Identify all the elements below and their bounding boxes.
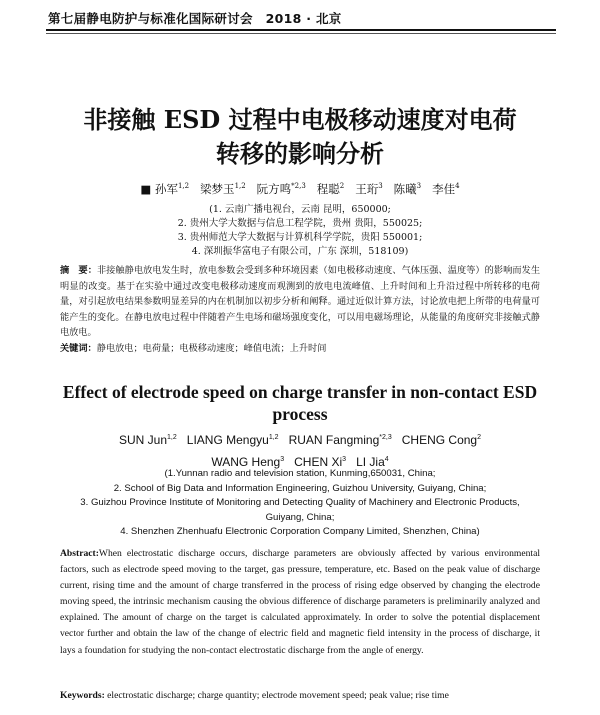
en-affiliation: 3. Guizhou Province Institute of Monitoring and Detecting Quality of Machinery and Electronic Products,	[80, 497, 520, 508]
cn-keywords-label: 关键词：	[60, 343, 97, 354]
en-author: WANG Heng$^3$	[211, 455, 285, 469]
cn-affiliation: 4. 深圳振华富电子有限公司，广东 深圳，518109)	[191, 246, 409, 257]
en-abstract-text: When electrostatic discharge occurs, discharge parameters are obviously affected by various environmental factors, such as electrode speed moving to the target, gas pressure, temperature, etc. Based on the peak value of discharge current, rising time and the amount of charge transferred in the process of rising edge observed by changing the electrode moving speed, the intrinsic mechanism causing the obvious difference of discharge parameters is preliminarily analyzed and explained. The amount of charge on the target is calculated approximately. In order to solve the potential displacement vector further and obtain the law of the change of electric field and magnetic field intensity in the process of discharge, it lays a foundation for studying the non-contact electrostatic discharge from the angle of energy.	[60, 548, 540, 656]
en-affiliation: 2. School of Big Data and Information Engineering, Guizhou University, Guiyang, China;	[113, 482, 487, 494]
cn-title-line-1: 非接触 ESD 过程中电极移动速度对电荷	[83, 105, 517, 134]
en-affiliation: 4. Shenzhen Zhenhuafu Electronic Corporation Company Limited, Shenzhen, China)	[120, 526, 480, 537]
cn-abstract-label: 摘 要：	[60, 265, 97, 276]
en-authors	[60, 428, 540, 472]
en-abstract	[60, 546, 540, 659]
en-authors-line-1	[60, 428, 540, 450]
author-marker: ■	[140, 182, 155, 196]
cn-author: 陈曦$^3$	[393, 182, 422, 196]
cn-author: 王珩$^3$	[355, 182, 383, 196]
cn-author: 阮方鸣$^{*2,3}$	[256, 182, 306, 196]
cn-affiliation: 3. 贵州师范大学大数据与计算机科学学院，贵阳 550001;	[177, 232, 423, 243]
cn-author: 程聪$^2$	[316, 182, 345, 196]
en-title-line-2: process	[272, 404, 328, 424]
en-abstract-label: Abstract:	[60, 548, 99, 559]
cn-affiliation: (1. 云南广播电视台，云南 昆明，650000;	[209, 204, 391, 215]
en-author: CHENG Cong$^2$	[401, 433, 482, 447]
cn-abstract-text: 非接触静电放电发生时，放电参数会受到多种环境因素（如电极移动速度、气体压强、温度等）的影响而发生明显的改变。基于在实验中通过改变电极移动速度而观测到的放电电流峰值、上升时间和上升沿过程中所转移的电荷量，对引起放电结果参数明显差异的内在机制加以初步分析和阐释。通过近似计算方法，讨论放电把上所带的电荷量可能产生的变化。在静电放电过程中伴随着产生电场和磁场强度变化，可以用电磁场理论，从能量的角度研究非接触式静电放电。	[60, 265, 541, 338]
cn-title-line-2: 转移的影响分析	[216, 139, 384, 168]
en-title	[40, 381, 560, 425]
en-affiliations	[40, 467, 560, 540]
cn-author: 孙军$^{1,2}$	[154, 182, 190, 196]
en-affiliation: Guiyang, China;	[265, 511, 335, 523]
cn-keywords	[60, 341, 540, 357]
en-keywords	[60, 690, 540, 701]
en-title-line-1: Effect of electrode speed on charge transfer in non-contact ESD	[62, 382, 538, 402]
en-author: CHEN Xi$^3$	[294, 455, 347, 469]
conference-header: 第七届静电防护与标准化国际研讨会 2018 · 北京	[48, 11, 342, 26]
cn-abstract	[60, 263, 540, 341]
cn-affiliation: 2. 贵州大学大数据与信息工程学院，贵州 贵阳，550025;	[177, 218, 423, 229]
en-affiliation: (1.Yunnan radio and television station, Kunming,650031, China;	[164, 468, 436, 479]
en-author: LI Jia$^4$	[356, 455, 389, 469]
en-keywords-text: electrostatic discharge; charge quantity; electrode movement speed; peak value; rise time	[107, 690, 449, 701]
header-rule-thin	[46, 33, 556, 34]
en-author: SUN Jun$^{1,2}$	[118, 433, 177, 447]
en-keywords-label: Keywords:	[60, 690, 105, 701]
cn-authors	[0, 181, 600, 197]
en-author: RUAN Fangming$^{*2,3}$	[288, 433, 392, 447]
header-rule	[46, 29, 556, 31]
cn-author: 李佳$^4$	[432, 182, 460, 196]
cn-keywords-text: 静电放电；电荷量；电极移动速度；峰值电流；上升时间	[96, 343, 327, 354]
cn-author: 梁梦玉$^{1,2}$	[200, 182, 246, 196]
en-author: LIANG Mengyu$^{1,2}$	[186, 433, 279, 447]
